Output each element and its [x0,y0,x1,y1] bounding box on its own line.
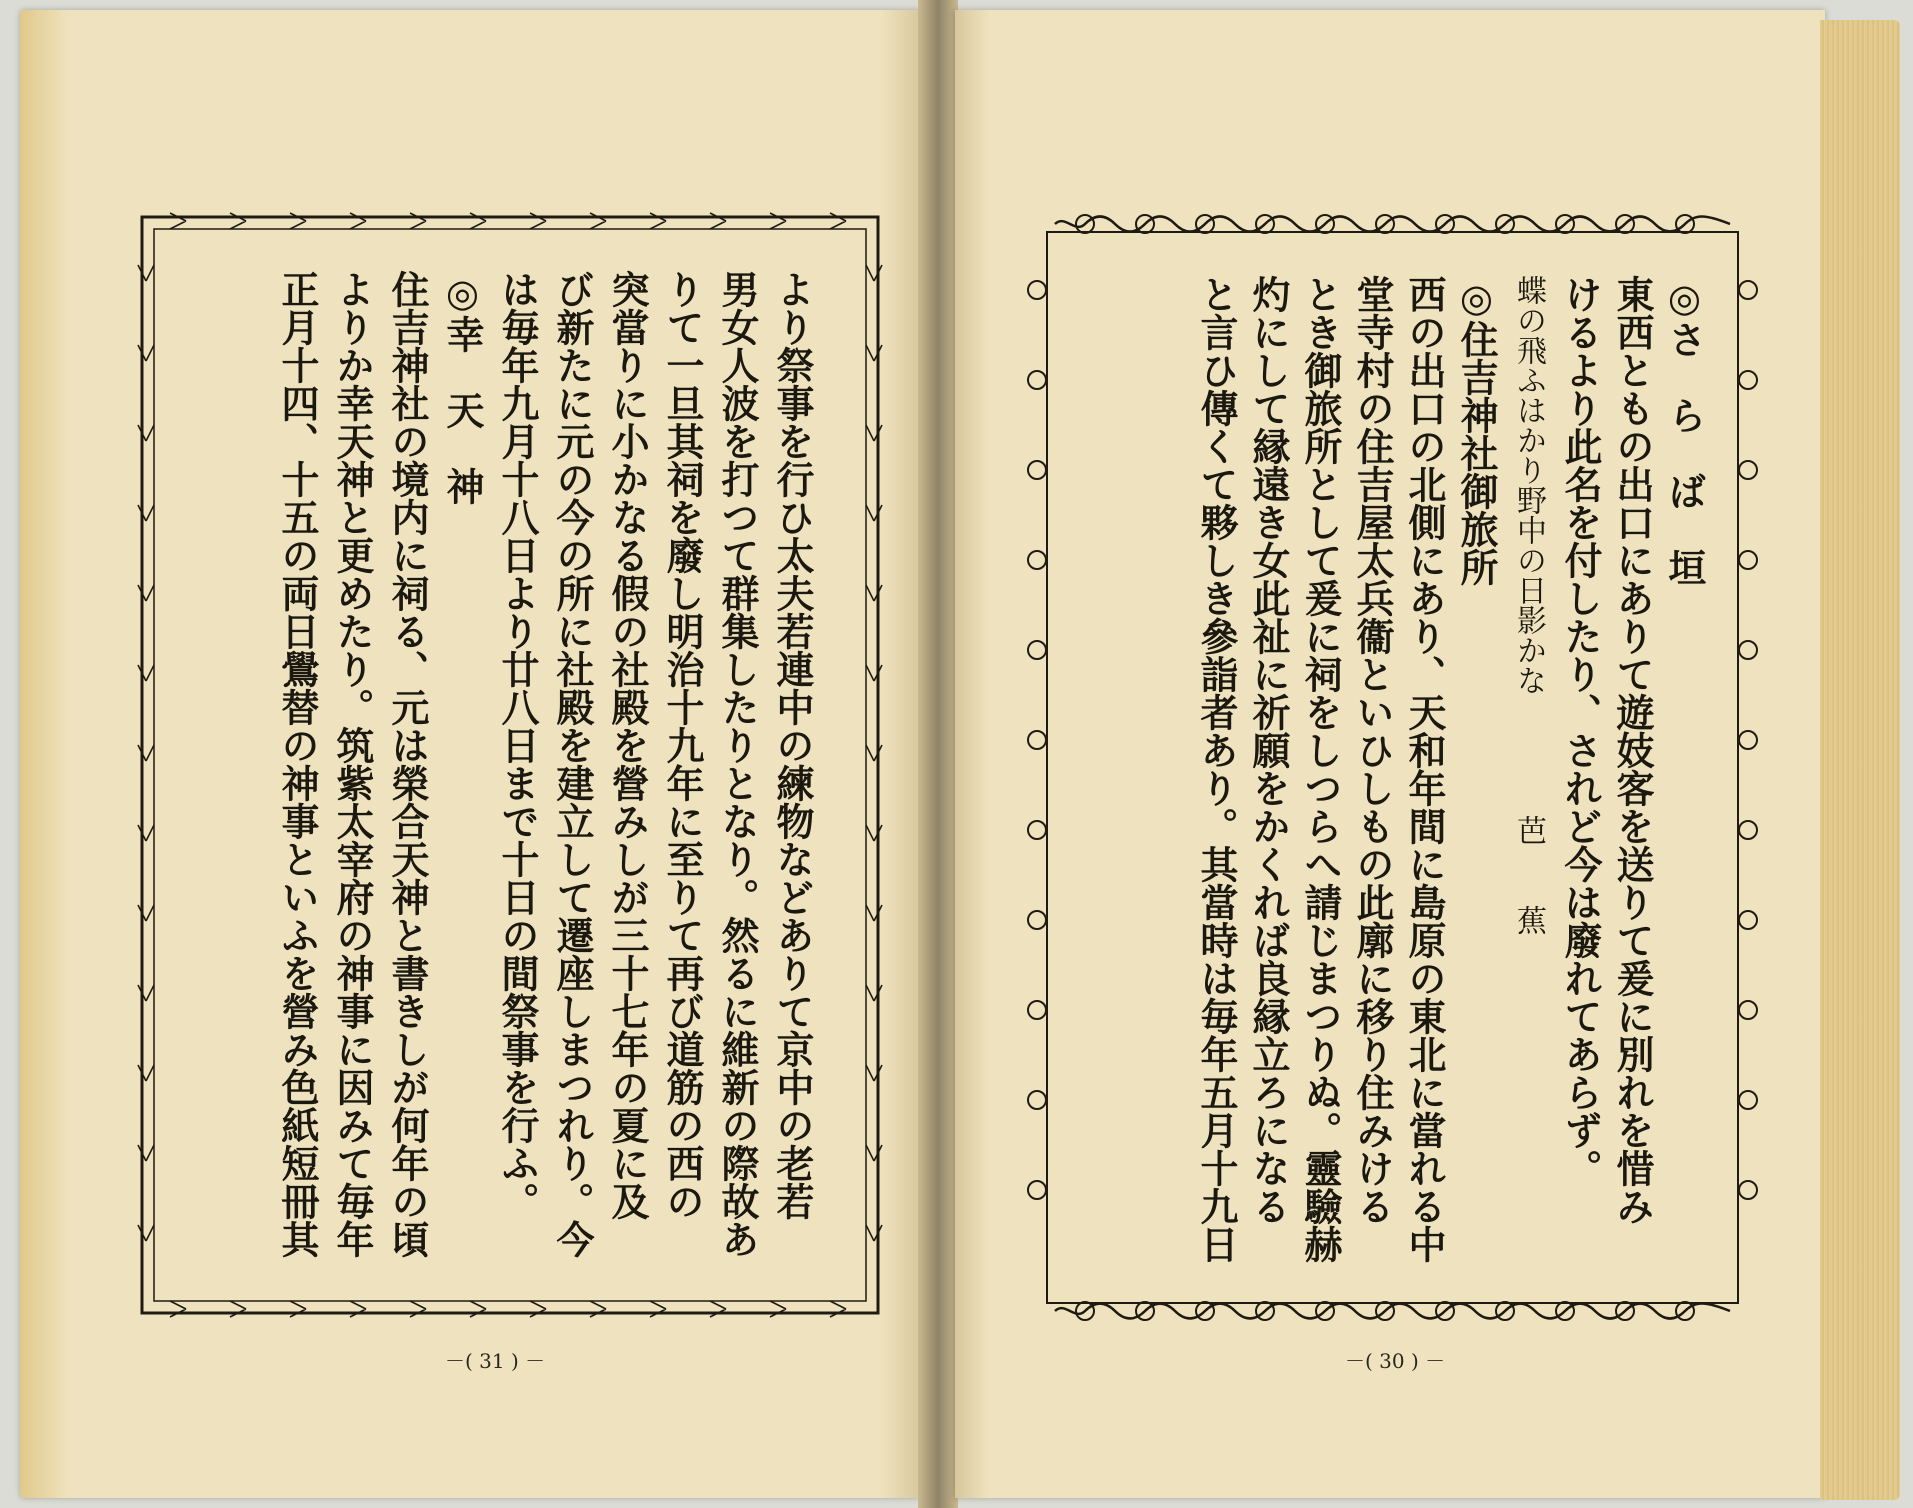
text-column: けるより此名を付したり、されど今は廢れてあらず。 [1558,275,1603,1187]
text-column: ◎幸 天 神 [440,270,485,505]
text-column: 灼にして縁遠き女此祉に祈願をかくれば良縁立ろになる [1246,275,1291,1225]
text-column: と言ひ傳くて夥しき參詣者あり。其當時は毎年五月十九日 [1194,275,1239,1263]
text-column: りて一旦其祠を廢し明治十九年に至りて再び道筋の西の [660,270,705,1220]
text-column: とき御旅所として爰に祠をしつらへ請じまつりぬ。靈驗赫 [1298,275,1343,1263]
text-column: 男女人波を打つて群集したりとなり。然るに維新の際故あ [715,270,760,1258]
text-column: より祭事を行ひ太夫若連中の練物などありて京中の老若 [770,270,815,1220]
left-page-number: －( 31 ) － [445,1349,546,1373]
text-column: 蝶の飛ふはかり野中の日影かな 芭 蕉 [1511,275,1546,935]
page-edges [1820,20,1900,1500]
text-column: ◎住吉神社御旅所 [1454,275,1499,586]
text-column: よりか幸天神と更めたり。筑紫太宰府の神事に因みて毎年 [330,270,375,1258]
text-column: 堂寺村の住吉屋太兵衞といひしもの此廓に移り住みける [1350,275,1395,1225]
book-gutter [918,0,958,1508]
text-column: 突當りに小かなる假の社殿を營みしが三十七年の夏に及 [605,270,650,1220]
text-column: は毎年九月十八日より廿八日まで十日の間祭事を行ふ。 [495,270,540,1220]
text-column: 東西ともの出口にありて遊妓客を送りて爰に別れを惜み [1610,275,1655,1225]
right-page-text [1080,275,1710,1265]
text-column: ◎さ ら ば 垣 [1662,275,1707,586]
text-column: 住吉神社の境内に祠る、元は榮合天神と書きしが何年の頃 [385,270,430,1258]
right-page-number: －( 30 ) － [1345,1349,1446,1373]
text-column: 西の出口の北側にあり、天和年間に島原の東北に當れる中 [1402,275,1447,1263]
text-column: び新たに元の今の所に社殿を建立して遷座しまつれり。今 [550,270,595,1258]
left-page-text [200,270,820,1260]
text-column: 正月十四、十五の両日鷽替の神事といふを營み色紙短冊其 [275,270,320,1258]
